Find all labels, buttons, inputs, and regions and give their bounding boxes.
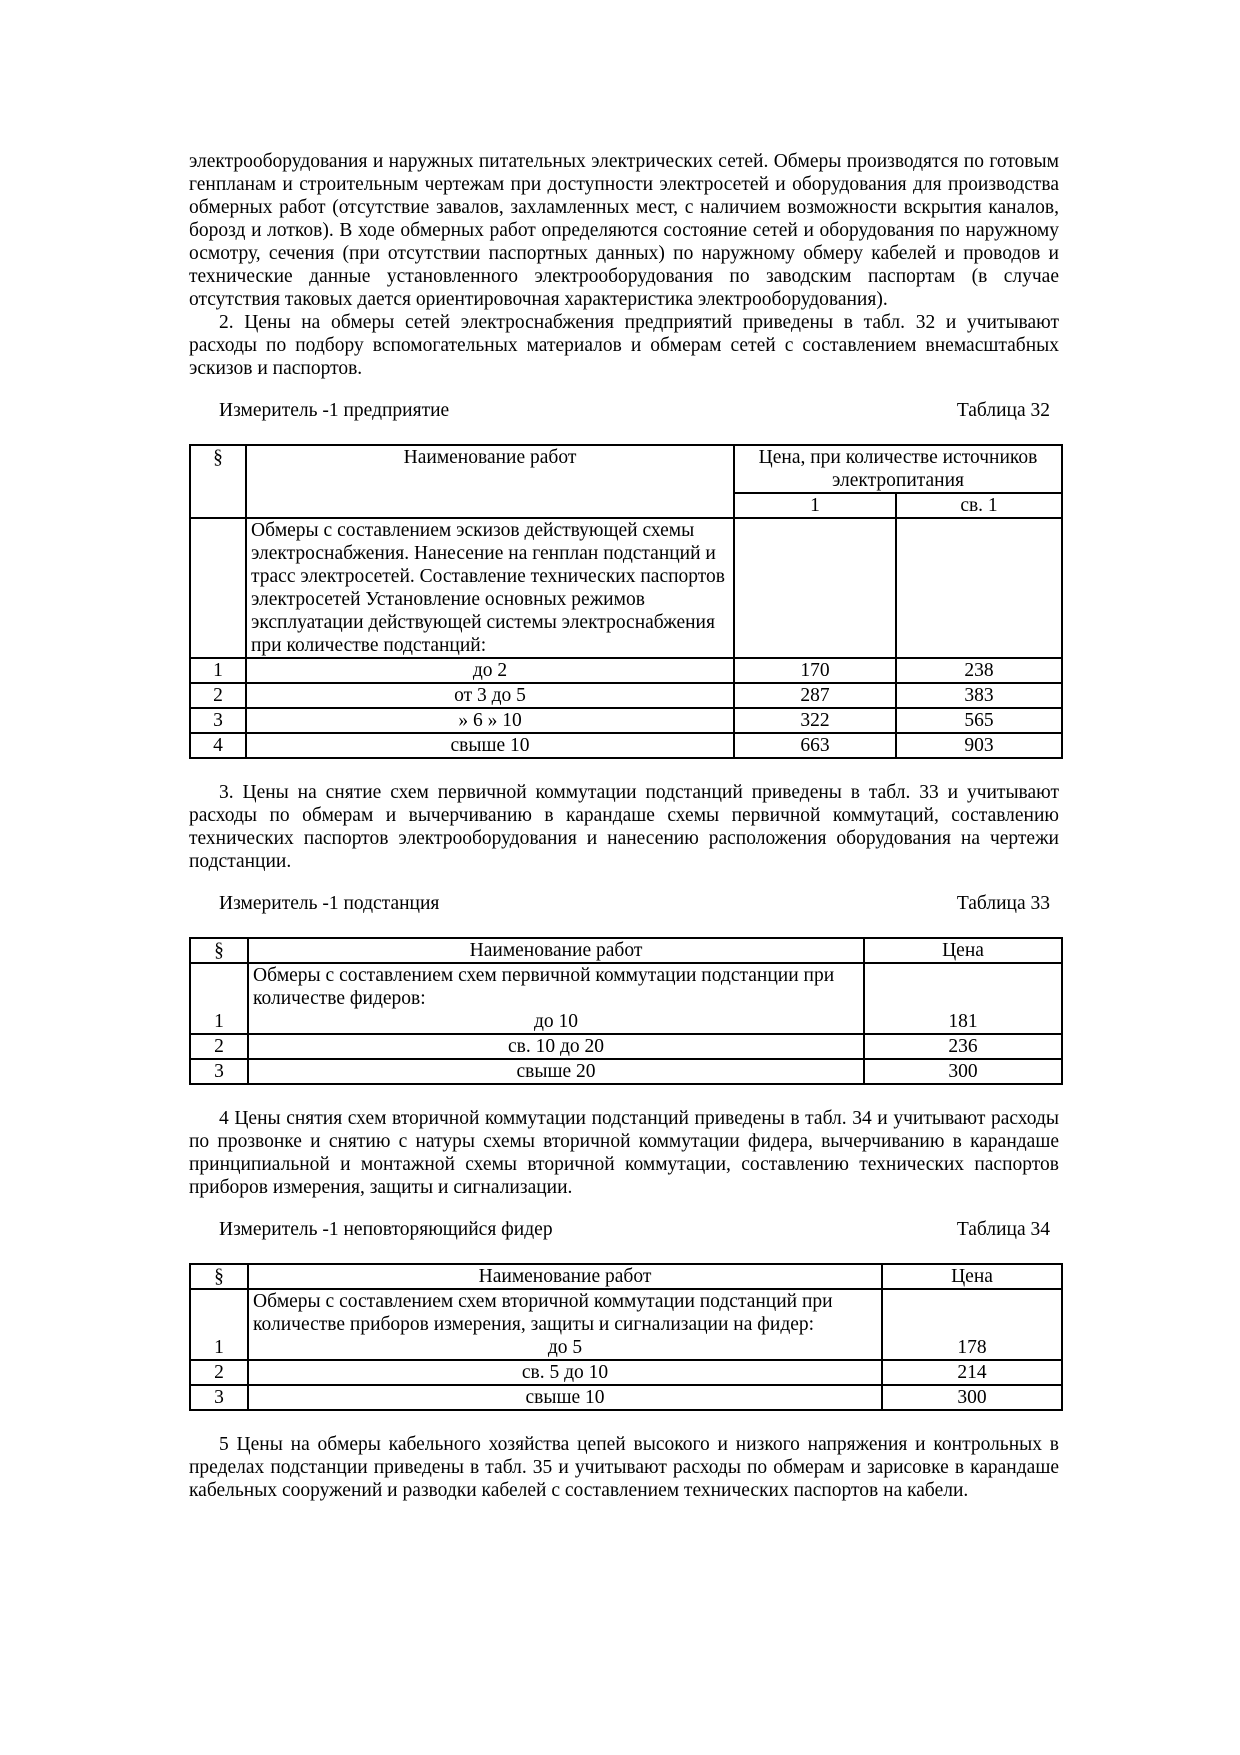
table-row xyxy=(190,1385,1062,1410)
row-work: св. 10 до 20 xyxy=(248,1034,864,1059)
table-34-caption xyxy=(189,1218,1059,1241)
row-work: до 10 xyxy=(533,1011,579,1032)
row-price-2: 903 xyxy=(896,733,1062,758)
table-34-header-para: § xyxy=(190,1264,248,1289)
table-33-header-para: § xyxy=(190,938,248,963)
table-row xyxy=(190,1360,1062,1385)
row-number: 2 xyxy=(190,683,246,708)
row-price-1: 322 xyxy=(734,708,896,733)
paragraph-3: 3. Цены на снятие схем первичной коммутации подстанций приведены в табл. 33 и учитывают расходы по обмерам и вычерчиванию в карандаше схемы первичной коммутаций, составлению технических паспортов электрооборудования и нанесению расположения оборудования на чертежи подстанции. xyxy=(189,782,1059,872)
row-work: до 5 xyxy=(547,1337,583,1358)
row-work-cell xyxy=(248,963,864,1034)
row-number: 1 xyxy=(190,963,248,1034)
row-work: св. 5 до 10 xyxy=(248,1360,882,1385)
row-number: 3 xyxy=(190,708,246,733)
row-price-1: 287 xyxy=(734,683,896,708)
table-34-header-work: Наименование работ xyxy=(248,1264,882,1289)
row-work: от 3 до 5 xyxy=(246,683,734,708)
table-row xyxy=(190,1034,1062,1059)
row-price: 181 xyxy=(864,963,1062,1034)
table-33-header-work: Наименование работ xyxy=(248,938,864,963)
table-34-header-price: Цена xyxy=(882,1264,1062,1289)
row-price: 300 xyxy=(882,1385,1062,1410)
table-row xyxy=(190,1059,1062,1084)
row-number: 1 xyxy=(190,1289,248,1360)
table-row xyxy=(190,1289,1062,1360)
table-row xyxy=(190,733,1062,758)
row-number: 3 xyxy=(190,1059,248,1084)
row-work: » 6 » 10 xyxy=(246,708,734,733)
row-price: 300 xyxy=(864,1059,1062,1084)
table-34 xyxy=(189,1263,1063,1411)
table-row xyxy=(190,963,1062,1034)
row-number: 2 xyxy=(190,1034,248,1059)
table-34-description: Обмеры с составлением схем вторичной коммутации подстанций при количестве приборов измерения, защиты и сигнализации на фидер: xyxy=(253,1291,833,1335)
table-33-header-price: Цена xyxy=(864,938,1062,963)
row-price: 178 xyxy=(882,1289,1062,1360)
table-row xyxy=(190,708,1062,733)
table-33-description: Обмеры с составлением схем первичной коммутации подстанции при количестве фидеров: xyxy=(253,965,835,1009)
table-row xyxy=(190,658,1062,683)
table-32-header-col2: св. 1 xyxy=(896,493,1062,518)
row-work: свыше 10 xyxy=(246,733,734,758)
paragraph-4: 4 Цены снятия схем вторичной коммутации подстанций приведены в табл. 34 и учитывают расходы по прозвонке и снятию с натуры схемы вторичной коммутации фидера, вычерчиванию в карандаше принципиальной и монтажной схемы вторичной коммутации, составлению технических паспортов приборов измерения, защиты и сигнализации. xyxy=(189,1108,1059,1198)
paragraph-2: 2. Цены на обмеры сетей электроснабжения предприятий приведены в табл. 32 и учитывают расходы по подбору вспомогательных материалов и обмерам сетей с составлением внемасштабных эскизов и паспортов. xyxy=(189,312,1059,379)
row-work: свыше 10 xyxy=(248,1385,882,1410)
row-work-cell xyxy=(248,1289,882,1360)
document-page xyxy=(189,150,1059,1502)
table-32-header-price: Цена, при количестве источников электропитания xyxy=(734,445,1062,493)
table-33 xyxy=(189,937,1063,1085)
paragraph-intro: электрооборудования и наружных питательных электрических сетей. Обмеры производятся по готовым генпланам и строительным чертежам при доступности электросетей и оборудования для производства обмерных работ (отсутствие завалов, захламленных мест, с наличием возможности вскрытия каналов, борозд и лотков). В ходе обмерных работ определяются состояние сетей и оборудования по наружному осмотру, сечения (при отсутствии паспортных данных) по наружному обмеру кабелей и проводов и технические данные установленного электрооборудования по заводским паспортам (в случае отсутствия таковых дается ориентировочная характеристика электрооборудования). xyxy=(189,151,1059,310)
paragraph-5: 5 Цены на обмеры кабельного хозяйства цепей высокого и низкого напряжения и контрольных в пределах подстанции приведены в табл. 35 и учитывают расходы по обмерам и зарисовке в карандаше кабельных сооружений и разводки кабелей с составлением технических паспортов на кабели. xyxy=(189,1434,1059,1501)
table-32 xyxy=(189,444,1063,759)
table-34-title: Таблица 34 xyxy=(956,1219,1050,1240)
table-32-caption xyxy=(189,399,1059,422)
table-32-desc-empty-v2 xyxy=(896,518,1062,658)
row-price-1: 170 xyxy=(734,658,896,683)
table-33-unit: Измеритель -1 подстанция xyxy=(219,893,440,914)
row-work: до 2 xyxy=(246,658,734,683)
row-price: 236 xyxy=(864,1034,1062,1059)
row-number: 3 xyxy=(190,1385,248,1410)
table-33-title: Таблица 33 xyxy=(956,893,1050,914)
row-price: 214 xyxy=(882,1360,1062,1385)
table-32-header-para: § xyxy=(190,445,246,518)
row-price-1: 663 xyxy=(734,733,896,758)
table-32-desc-empty-v1 xyxy=(734,518,896,658)
table-row xyxy=(190,683,1062,708)
row-price-2: 565 xyxy=(896,708,1062,733)
row-price-2: 383 xyxy=(896,683,1062,708)
table-32-header-col1: 1 xyxy=(734,493,896,518)
table-32-title: Таблица 32 xyxy=(956,400,1050,421)
table-32-desc-empty xyxy=(190,518,246,658)
row-work: свыше 20 xyxy=(248,1059,864,1084)
table-34-unit: Измеритель -1 неповторяющийся фидер xyxy=(219,1219,553,1240)
table-32-header-work: Наименование работ xyxy=(246,445,734,518)
table-32-unit: Измеритель -1 предприятие xyxy=(219,400,450,421)
row-number: 1 xyxy=(190,658,246,683)
row-price-2: 238 xyxy=(896,658,1062,683)
row-number: 4 xyxy=(190,733,246,758)
table-33-caption xyxy=(189,892,1059,915)
table-32-description: Обмеры с составлением эскизов действующей схемы электроснабжения. Нанесение на генплан подстанций и трасс электросетей. Составление технических паспортов электросетей Установление основных режимов эксплуатации действующей системы электроснабжения при количестве подстанций: xyxy=(246,518,734,658)
row-number: 2 xyxy=(190,1360,248,1385)
